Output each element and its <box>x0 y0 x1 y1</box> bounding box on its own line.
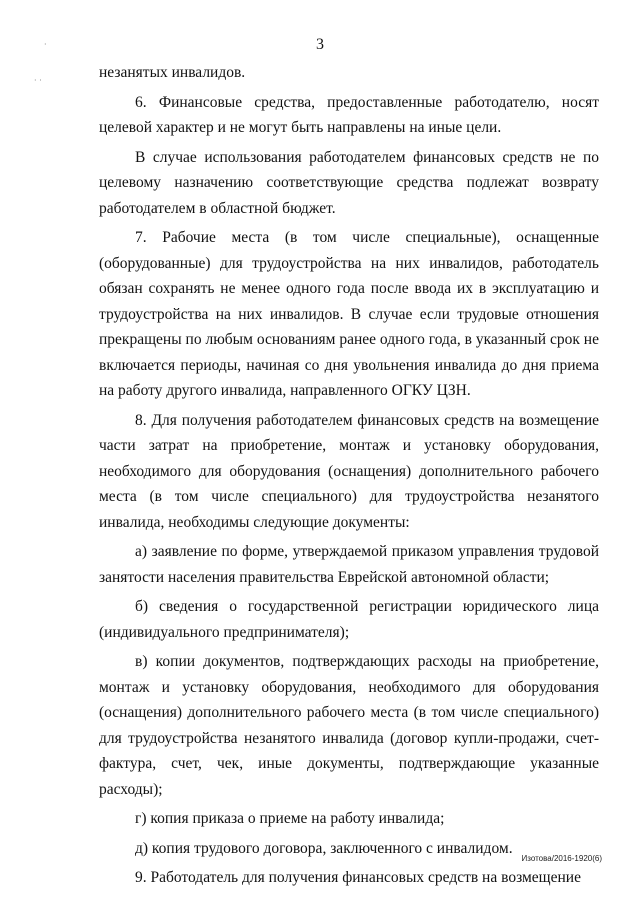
paragraph-misuse-return: В случае использования работодателем финансовых средств не по целевому назначению соответствующие средства подлежат возврату работодателем в областной бюджет. <box>99 148 599 217</box>
paragraph-item-6: 6. Финансовые средства, предоставленные работодателю, носят целевой характер и не могут быть направлены на иные цели. <box>99 93 599 136</box>
list-item-a: а) заявление по форме, утверждаемой приказом управления трудовой занятости населения правительства Еврейской автономной области; <box>99 543 599 586</box>
body-text <box>99 60 599 895</box>
document-reference: Изотова/2016-1920(6) <box>521 854 602 863</box>
scan-speck: · · <box>34 76 42 85</box>
paragraph-item-9: 9. Работодатель для получения финансовых средств на возмещение <box>135 869 581 886</box>
scan-speck: · <box>44 40 47 49</box>
paragraph-item-8: 8. Для получения работодателем финансовых средств на возмещение части затрат на приобретение, монтаж и установку оборудования, необходимого для оборудования (оснащения) дополнительного рабочего места (в том числе специального) для трудоустройства незанятого инвалида, необходимы следующие документы: <box>99 411 599 531</box>
paragraph-continuation: незанятых инвалидов. <box>99 64 246 81</box>
page-number: 3 <box>316 36 324 53</box>
list-item-g: г) копия приказа о приеме на работу инвалида; <box>135 810 445 827</box>
list-item-v: в) копии документов, подтверждающих расходы на приобретение, монтаж и установку оборудования, необходимого для оборудования (оснащения) дополнительного рабочего места (в том числе специального) для трудоустройства незанятого инвалида (договор купли-продажи, счет-фактура, счет, чек, иные документы, подтверждающие указанные расходы); <box>99 653 599 798</box>
list-item-b: б) сведения о государственной регистрации юридического лица (индивидуального предпринимателя); <box>99 598 599 641</box>
paragraph-item-7: 7. Рабочие места (в том числе специальные), оснащенные (оборудованные) для трудоустройства на них инвалидов, работодатель обязан сохранять не менее одного года после ввода их в эксплуатацию и трудоустройства на них инвалидов. В случае если трудовые отношения прекращены по любым основаниям ранее одного года, в указанный срок не включается периоды, начиная со дня увольнения инвалида до дня приема на работу другого инвалида, направленного ОГКУ ЦЗН. <box>99 229 599 399</box>
list-item-d: д) копия трудового договора, заключенного с инвалидом. <box>135 839 513 857</box>
